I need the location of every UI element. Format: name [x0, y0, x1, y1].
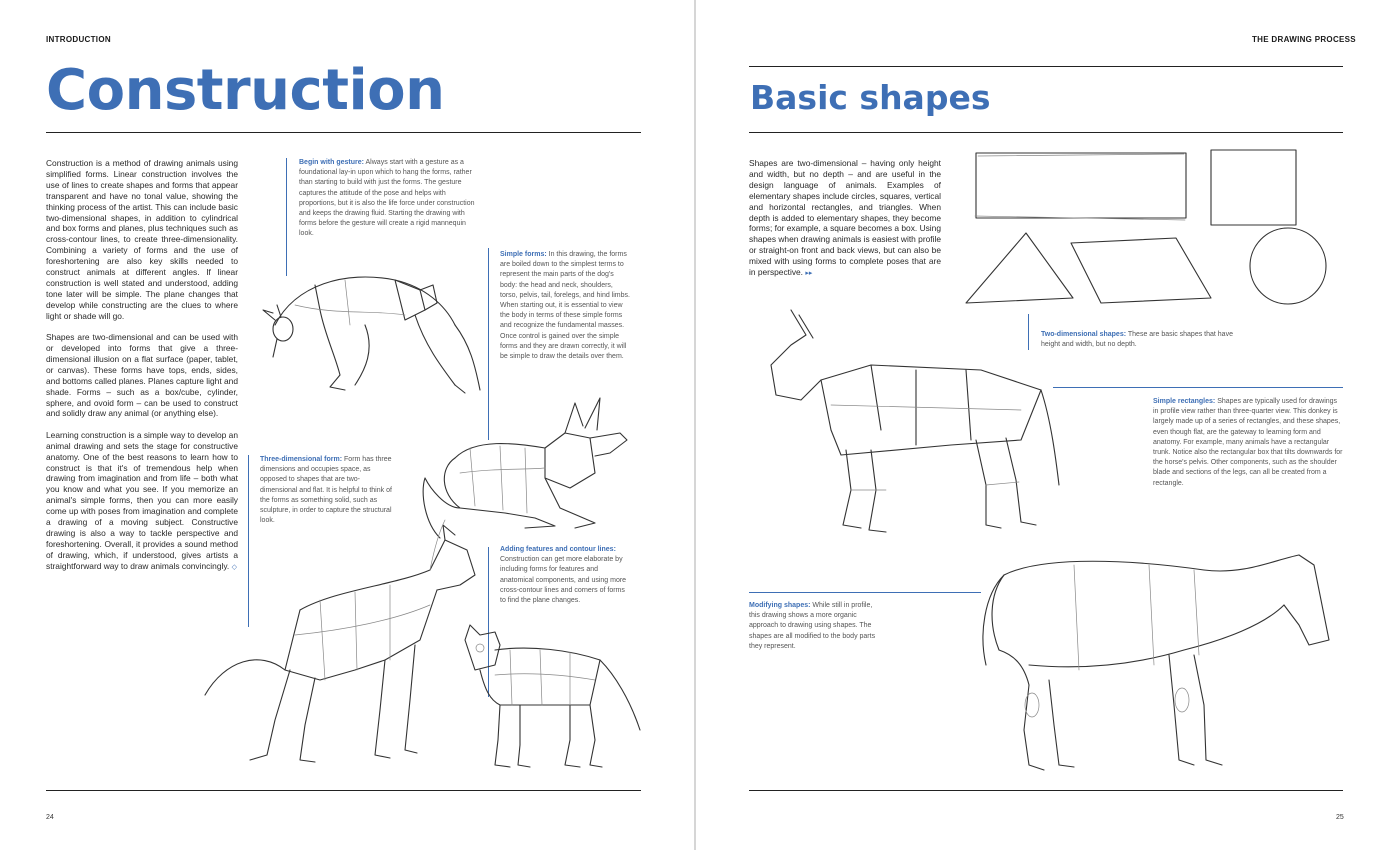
footer-rule-right — [749, 790, 1343, 791]
triangle-shape — [966, 233, 1073, 303]
body-text-right — [749, 158, 941, 290]
caption-simple-forms-heading: Simple forms: — [500, 251, 547, 258]
left-page — [0, 0, 694, 850]
basic-shapes-drawing — [961, 148, 1341, 308]
caption-three-d-text: Form has three dimensions and occupies space, as opposed to shapes that are two-dimensional and flat. It is helpful to think of the forms as something solid, such as sculpture, in order to capture the structural look. — [260, 456, 392, 525]
end-mark-icon: ◇ — [231, 563, 237, 571]
caption-two-d-text: These are basic shapes that have height and width, but no depth. — [1041, 331, 1233, 349]
pointer-line-modifying — [749, 592, 981, 593]
caption-features-heading: Adding features and contour lines: — [500, 546, 616, 553]
caption-rectangles-heading: Simple rectangles: — [1153, 398, 1216, 405]
running-head-right: THE DRAWING PROCESS — [1252, 35, 1356, 44]
caption-two-d-heading: Two-dimensional shapes: — [1041, 331, 1127, 338]
caption-modifying-text: While still in profile, this drawing shows a more organic approach to drawing using shapes. The shapes are all modified to the body parts they represent. — [749, 602, 876, 650]
page-number-right: 25 — [1336, 814, 1344, 821]
pointer-line-rectangles — [1053, 387, 1343, 388]
caption-simple-forms-text: In this drawing, the forms are boiled down to the simplest terms to represent the main parts of the dog's body: the head and neck, shoulders, torso, pelvis, tail, forelegs, and hind limbs. When starting out, it is essential to view the body in terms of these simple forms and recognize the fundamental masses. Once control is gained over the simple forms and they are drawn correctly, it will be simple to draw the details over them. — [500, 251, 630, 361]
caption-rectangles — [1153, 397, 1343, 489]
dog-simple-forms-drawing — [415, 398, 635, 540]
caption-features — [500, 545, 628, 606]
caption-gesture-text: Always start with a gesture as a foundational lay-in upon which to hang the forms, rather than starting to build with just the forms. The gesture captures the attitude of the pose and helps with proportions, but it is also the life force under construction and keeps the drawing fluid. Starting the drawing with forms before the gesture will create a rigid mannequin look. — [299, 159, 475, 238]
caption-simple-forms — [500, 250, 632, 362]
footer-rule-left — [46, 790, 641, 791]
page-title-construction: Construction — [46, 58, 445, 123]
right-page — [696, 0, 1389, 850]
dog-gesture-drawing — [255, 265, 485, 395]
parallelogram-shape — [1071, 238, 1211, 303]
page-title-basic-shapes: Basic shapes — [750, 78, 991, 117]
continue-arrow-icon: ▸▸ — [805, 270, 813, 278]
horse-modified-shapes-drawing — [984, 555, 1334, 780]
running-head-left: INTRODUCTION — [46, 35, 111, 44]
caption-two-d — [1041, 330, 1236, 350]
dog-features-drawing — [440, 620, 640, 770]
title-rule-left — [46, 132, 641, 133]
square-shape — [1211, 150, 1296, 225]
body-paragraph-1: Construction is a method of drawing animals using simplified forms. Linear construction involves the use of lines to create shapes and forms that appear transparent and have no tonal value, showing the thinking process of the artist. This can include basic two-dimensional shapes, in addition to cylindrical and box forms and planes, plus techniques such as cross-contour lines, to create three-dimensionality. Combining a variety of forms and the use of foreshortening are also key skills needed to construct animals at different angles. If linear construction is well stated and understood, adding tone later will be simple. The plane changes that develop while constructing are the clues to where light or shade will go. — [46, 158, 238, 321]
caption-modifying-heading: Modifying shapes: — [749, 602, 811, 609]
donkey-rectangles-drawing — [751, 310, 1061, 550]
caption-modifying — [749, 601, 877, 652]
caption-features-text: Construction can get more elaborate by including forms for features and anatomical components, and using more cross-contour lines and corners of forms to find the plane changes. — [500, 556, 627, 605]
circle-shape — [1250, 228, 1326, 304]
body-paragraph-right: Shapes are two-dimensional – having only height and width, but no depth – and are useful in the design language of animals. Examples of elementary shapes include circles, squares, vertical and horizontal rectangles, and triangles. When depth is added to elementary shapes, they become forms; for example, a square becomes a box. Using shapes when drawing animals is easiest with profile or straight-on front and back views, but can also be mixed with using forms to complete poses that are in perspective. — [749, 158, 941, 278]
caption-rectangles-text: Shapes are typically used for drawings in profile view rather than three-quarter view. This donkey is largely made up of a series of rectangles, and these shapes, even though flat, are the gateway to learning form and anatomy. For example, many animals have a rectangular trunk. Notice also the rectangular box that tilts downwards for the horse's pelvis. Other components, such as the shoulder blade and sections of the legs, can all be created from a rectangle. — [1153, 398, 1343, 487]
body-paragraph-3: Learning construction is a simple way to develop an animal drawing and sets the stage for constructive anatomy. One of the best reasons to learn how to construct is that it's of tremendous help when drawing from imagination and from life – both what you know and what you see. If you memorize an animal's simple forms, then you can more easily come up with poses from imagination and complete a drawing of a moving subject. Constructive drawing is also a way to tackle perspective and foreshortening. Overall, it provides a sound method of drawing, which, if understood, gives artists a straightforward way to draw animals convincingly. ◇ — [46, 429, 238, 571]
body-paragraph-2: Shapes are two-dimensional and can be used with or developed into forms that give a three-dimensional illusion on a flat surface (paper, tablet, or canvas). These forms have tops, ends, sides, and bottoms called planes. Planes capture light and shade. Forms – such as a box/cube, cylinder, sphere, and ovoid form – can be used to construct and solidly draw any animal (or anything else). — [46, 332, 238, 419]
caption-three-d-heading: Three-dimensional form: — [260, 456, 343, 463]
page-number-left: 24 — [46, 814, 54, 821]
caption-gesture-heading: Begin with gesture: — [299, 159, 364, 166]
header-rule-right — [749, 66, 1343, 67]
caption-gesture — [299, 158, 477, 240]
caption-three-d — [260, 455, 392, 526]
title-rule-right — [749, 132, 1343, 133]
pointer-line-gesture — [286, 158, 287, 276]
horizontal-rectangle-shape — [976, 153, 1186, 218]
